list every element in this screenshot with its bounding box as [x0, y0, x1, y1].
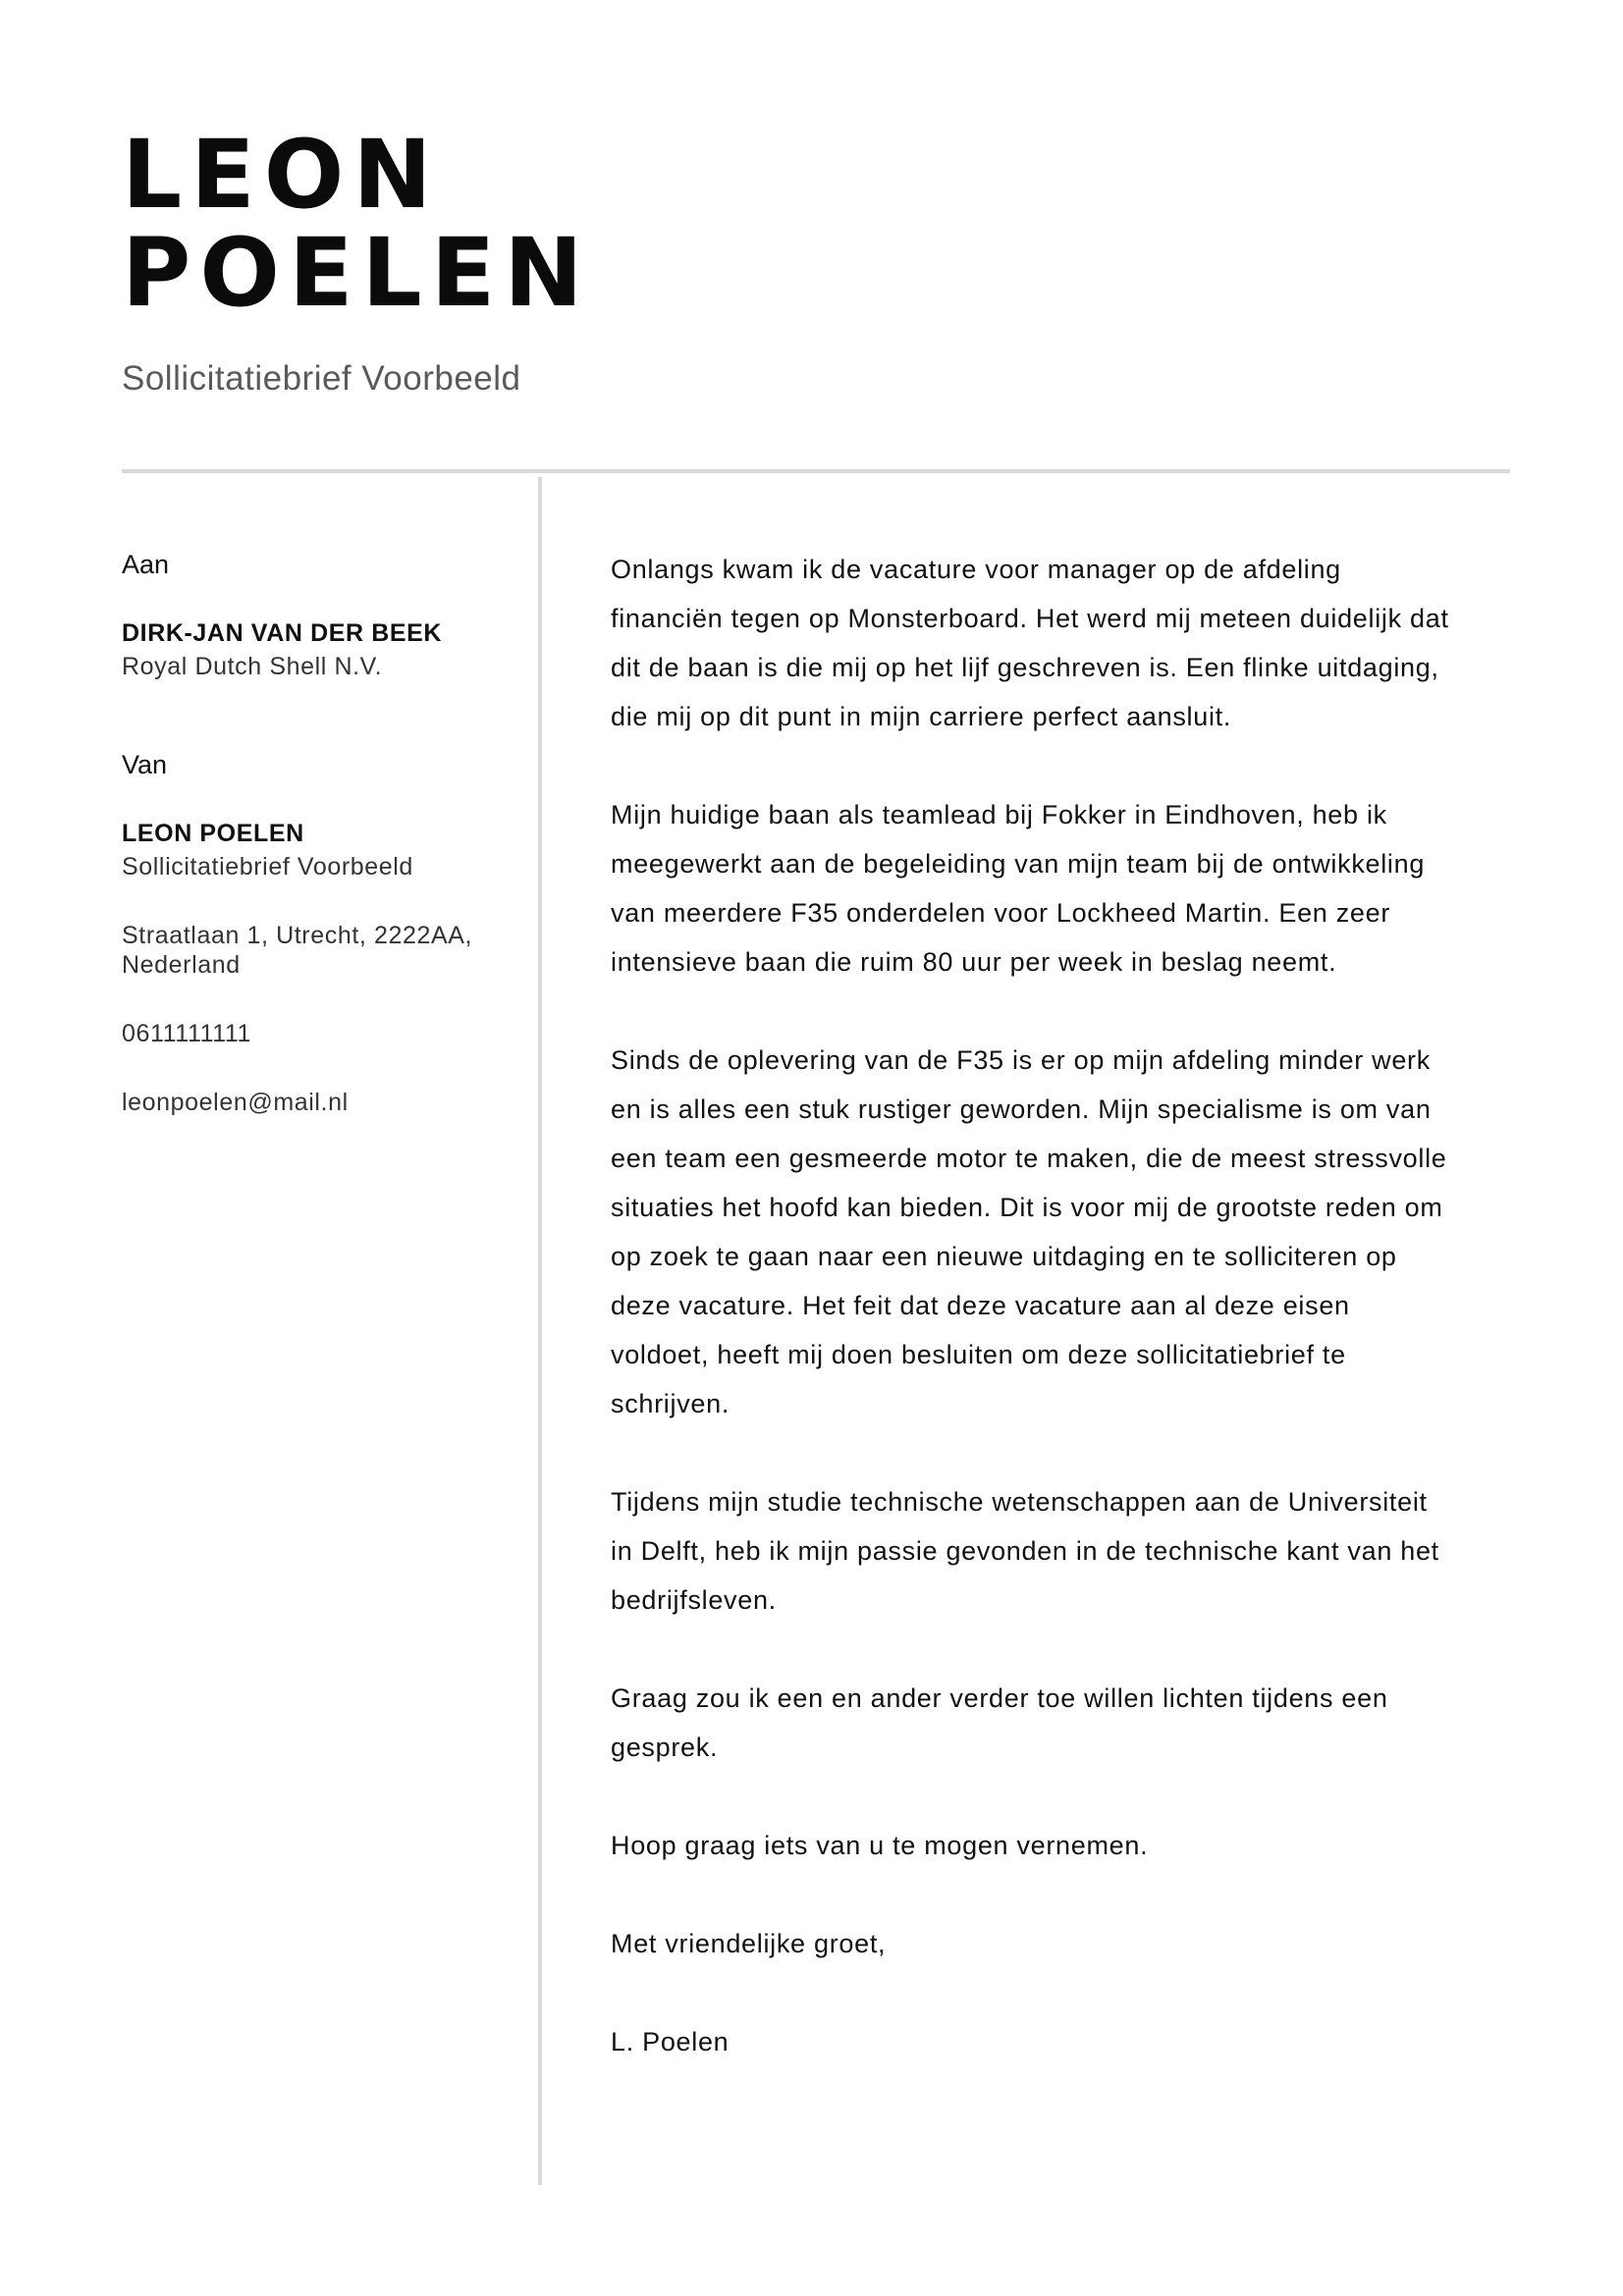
contact-sidebar [122, 550, 514, 1117]
letter-paragraph-interview: Graag zou ik een en ander verder toe willen lichten tijdens een gesprek. [611, 1683, 1388, 1762]
letter-salutation: Met vriendelijke groet, [611, 1929, 887, 1958]
sender-label: Van [122, 750, 168, 779]
recipient-label: Aan [122, 550, 170, 579]
letter-paragraph-motivation: Sinds de oplevering van de F35 is er op mijn afdeling minder werk en is alles een stuk rustiger geworden. Mijn specialisme is om van een team een gesmeerde motor te maken, die de meest stressvolle situaties het hoofd kan bieden. Dit is voor mij de grootste reden om op zoek te gaan naar een nieuwe uitdaging en te solliciteren op deze vacature. Het feit dat deze vacature aan al deze eisen voldoet, heeft mij doen besluiten om deze sollicitatiebrief te schrijven. [611, 1045, 1447, 1418]
applicant-last-name: POELEN [122, 218, 592, 328]
sender-address [122, 921, 514, 980]
letter-paragraph-closing: Hoop graag iets van u te mogen vernemen. [611, 1831, 1149, 1860]
letter-paragraph-current-job: Mijn huidige baan als teamlead bij Fokker in Eindhoven, heb ik meegewerkt aan de begeleiding van mijn team bij de ontwikkeling van meerdere F35 onderdelen voor Lockheed Martin. Een zeer intensieve baan die ruim 80 uur per week in beslag neemt. [611, 800, 1426, 977]
applicant-first-name: LEON [122, 120, 441, 230]
letter-paragraph-education: Tijdens mijn studie technische wetenschappen aan de Universiteit in Delft, heb ik mijn passie gevonden in de technische kant van het bedrijfsleven. [611, 1487, 1439, 1615]
address-line-2: Nederland [122, 951, 241, 979]
sender-name: LEON POELEN [122, 820, 304, 847]
letter-signature: L. Poelen [611, 2027, 730, 2056]
vertical-divider [538, 477, 542, 2185]
sender-email: leonpoelen@mail.nl [122, 1089, 349, 1116]
document-subtitle: Sollicitatiebrief Voorbeeld [122, 359, 521, 398]
recipient-name: DIRK-JAN VAN DER BEEK [122, 619, 443, 647]
recipient-company: Royal Dutch Shell N.V. [122, 653, 383, 680]
address-line-1: Straatlaan 1, Utrecht, 2222AA, [122, 922, 473, 949]
applicant-name [122, 120, 592, 328]
sender-subtitle: Sollicitatiebrief Voorbeeld [122, 853, 413, 881]
letter-paragraph-intro: Onlangs kwam ik de vacature voor manager op de afdeling financiën tegen op Monsterboard. Het werd mij meteen duidelijk dat dit de baan is die mij op het lijf geschreven is. Een flinke uitdaging, die mij op dit punt in mijn carriere perfect aansluit. [611, 555, 1449, 731]
sender-phone: 0611111111 [122, 1020, 252, 1047]
horizontal-divider [122, 469, 1510, 473]
letter-body [611, 545, 1455, 2115]
